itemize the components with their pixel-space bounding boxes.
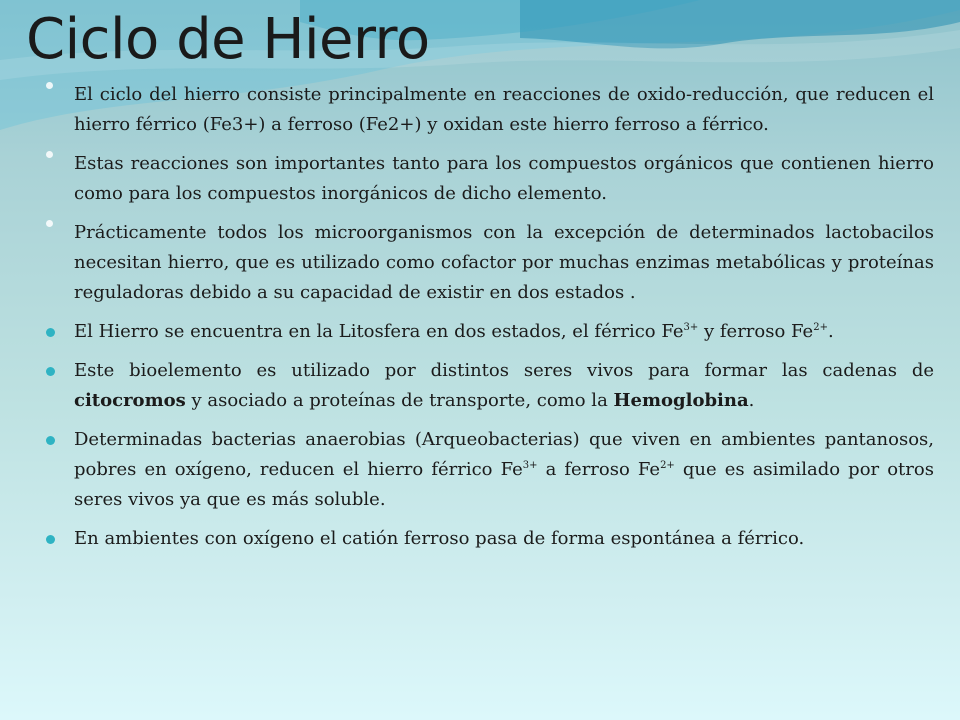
bullet-text-part: .	[748, 390, 755, 411]
bold-term-citocromos: citocromos	[74, 390, 186, 411]
bullet-text: En ambientes con oxígeno el catión ferroso pasa de forma espontánea a férrico.	[74, 528, 805, 549]
bullet-dot-icon	[46, 436, 55, 445]
page-title: Ciclo de Hierro	[26, 7, 430, 72]
bullet-text: El ciclo del hierro consiste principalmente en reacciones de oxido-reducción, que reducen el hierro férrico (Fe3+) a ferroso (Fe2+) y oxidan este hierro ferroso a férrico.	[74, 84, 934, 135]
bullet-text-part: a ferroso Fe	[537, 459, 661, 480]
superscript-charge: 3+	[522, 460, 538, 471]
bullet-text: Prácticamente todos los microorganismos con la excepción de determinados lactobacilos necesitan hierro, que es utilizado como cofactor por muchas enzimas metabólicas y proteínas reguladoras debido a su capacidad de existir en dos estados .	[74, 222, 934, 303]
bullet-list	[44, 80, 934, 563]
superscript-charge: 2+	[813, 322, 828, 333]
superscript-charge: 3+	[683, 322, 699, 333]
bullet-text-part: Determinadas bacterias anaerobias (Arqueobacterias) que viven en ambientes pantanosos, pobres en oxígeno, reducen el hierro férrico Fe	[74, 429, 934, 480]
bullet-text-part: .	[827, 321, 834, 342]
bullet-text-part: y asociado a proteínas de transporte, como la	[185, 390, 614, 411]
bullet-dot-icon	[46, 151, 53, 158]
bullet-item-6	[44, 425, 934, 515]
bullet-dot-icon	[46, 220, 53, 227]
bullet-item-2	[44, 149, 934, 209]
bullet-dot-icon	[46, 367, 55, 376]
bullet-item-7	[44, 524, 934, 554]
bullet-text-part: y ferroso Fe	[698, 321, 814, 342]
bullet-dot-icon	[46, 535, 55, 544]
bullet-item-3	[44, 218, 934, 308]
bullet-text: Estas reacciones son importantes tanto para los compuestos orgánicos que contienen hierro como para los compuestos inorgánicos de dicho elemento.	[74, 153, 934, 204]
bullet-item-1	[44, 80, 934, 140]
bold-term-hemoglobina: Hemoglobina	[613, 390, 749, 411]
bullet-dot-icon	[46, 328, 55, 337]
bullet-item-5	[44, 356, 934, 416]
bullet-dot-icon	[46, 82, 53, 89]
superscript-charge: 2+	[660, 460, 675, 471]
bullet-item-4	[44, 317, 934, 347]
bullet-text-part: El Hierro se encuentra en la Litosfera en dos estados, el férrico Fe	[74, 321, 684, 342]
bullet-text-part: Este bioelemento es utilizado por distintos seres vivos para formar las cadenas de	[74, 360, 934, 381]
bullet-text-part: que es asimilado por otros seres vivos ya que es más soluble.	[74, 459, 934, 510]
